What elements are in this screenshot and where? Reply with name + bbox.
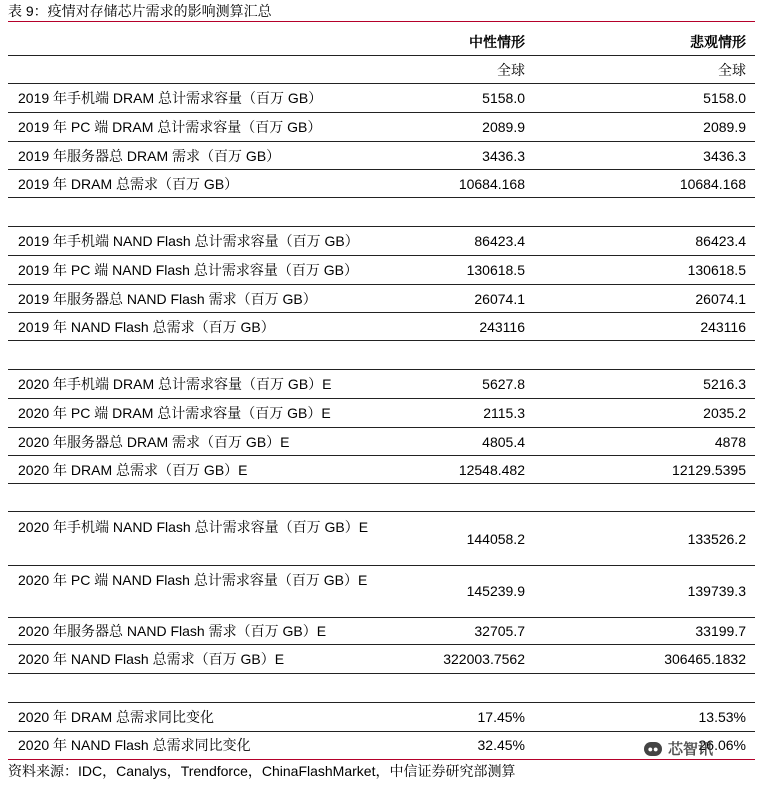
row-divider [8,427,755,428]
row-label: 2020 年 PC 端 DRAM 总计需求容量（百万 GB）E [18,405,331,421]
row-divider [8,141,755,142]
row-value-neutral: 5158.0 [482,90,525,106]
row-value-pessimistic: 243116 [700,319,746,335]
table-row [8,647,755,673]
row-value-neutral: 26074.1 [474,291,525,307]
table-row [8,513,755,565]
row-divider [8,398,755,399]
table-row [8,144,755,170]
row-value-neutral: 322003.7562 [443,651,525,667]
row-value-pessimistic: 306465.1832 [664,651,746,667]
row-label: 2019 年服务器总 DRAM 需求（百万 GB） [18,148,281,164]
row-divider [8,644,755,645]
row-value-neutral: 3436.3 [482,148,525,164]
table-row [8,115,755,141]
table-row [8,372,755,398]
row-value-pessimistic: 12129.5395 [672,462,746,478]
row-value-pessimistic: 5158.0 [703,90,746,106]
row-value-pessimistic: 4878 [714,434,746,450]
row-divider [8,673,755,674]
row-value-pessimistic: 3436.3 [703,148,746,164]
watermark-text: 芯智讯 [668,741,714,758]
source-note: 资料来源：IDC，Canalys，Trendforce，ChinaFlashMarket，中信证券研究部测算 [8,763,516,779]
table-row [8,401,755,427]
table-row [8,458,755,484]
row-divider [8,340,755,341]
row-value-pessimistic: 2089.9 [703,119,746,135]
row-divider [8,731,755,732]
row-value-neutral: 17.45% [477,709,525,725]
row-divider [8,197,755,198]
row-value-pessimistic: 33199.7 [695,623,746,639]
row-value-neutral: 130618.5 [466,262,525,278]
row-divider [8,284,755,285]
row-divider [8,112,755,113]
header-divider [8,55,755,56]
row-value-neutral: 2089.9 [482,119,525,135]
subheader-global-neutral: 全球 [497,62,525,78]
row-value-neutral: 32.45% [477,737,525,753]
row-divider [8,617,755,618]
row-label: 2020 年服务器总 DRAM 需求（百万 GB）E [18,434,290,450]
row-label: 2019 年手机端 NAND Flash 总计需求容量（百万 GB） [18,233,359,249]
row-label: 2020 年 DRAM 总需求（百万 GB）E [18,462,248,478]
row-value-pessimistic: 10684.168 [679,176,746,192]
row-label: 2020 年 NAND Flash 总需求同比变化 [18,737,251,753]
table-row [8,705,755,731]
row-label: 2019 年服务器总 NAND Flash 需求（百万 GB） [18,291,317,307]
table-title: 表 9：疫情对存储芯片需求的影响测算汇总 [8,3,272,19]
row-value-pessimistic: 26074.1 [695,291,746,307]
row-label: 2019 年手机端 DRAM 总计需求容量（百万 GB） [18,90,323,106]
row-label: 2020 年手机端 NAND Flash 总计需求容量（百万 GB）E [18,519,369,535]
group-divider [8,511,755,512]
table-row [8,229,755,255]
table-top-rule [8,83,755,84]
table-row [8,172,755,198]
row-label: 2019 年 NAND Flash 总需求（百万 GB） [18,319,275,335]
row-value-pessimistic: 2035.2 [703,405,746,421]
row-value-pessimistic: 130618.5 [687,262,746,278]
row-value-neutral: 5627.8 [482,376,525,392]
row-label: 2019 年 PC 端 NAND Flash 总计需求容量（百万 GB） [18,262,358,278]
title-divider [8,21,755,22]
row-value-neutral: 32705.7 [474,623,525,639]
row-value-pessimistic: 13.53% [698,709,746,725]
row-value-pessimistic: 5216.3 [703,376,746,392]
row-value-pessimistic: 133526.2 [687,531,746,547]
wechat-icon: ●● [644,742,662,756]
row-value-neutral: 10684.168 [458,176,525,192]
watermark [644,740,748,764]
row-label: 2020 年服务器总 NAND Flash 需求（百万 GB）E [18,623,327,639]
row-label: 2020 年手机端 DRAM 总计需求容量（百万 GB）E [18,376,332,392]
group-divider [8,369,755,370]
group-divider [8,226,755,227]
row-value-neutral: 243116 [479,319,525,335]
row-value-neutral: 4805.4 [482,434,525,450]
row-label: 2020 年 DRAM 总需求同比变化 [18,709,215,725]
table-row [8,619,755,645]
row-value-pessimistic: 139739.3 [687,583,746,599]
row-divider [8,455,755,456]
row-value-neutral: 12548.482 [458,462,525,478]
table-row [8,86,755,112]
row-value-neutral: 2115.3 [483,405,525,421]
table-row [8,258,755,284]
header-pessimistic-scenario: 悲观情形 [690,34,746,50]
row-value-neutral: 144058.2 [466,531,525,547]
row-divider [8,312,755,313]
table-row [8,287,755,313]
row-divider [8,169,755,170]
table-row [8,566,755,618]
row-label: 2019 年 PC 端 DRAM 总计需求容量（百万 GB） [18,119,322,135]
row-label: 2020 年 NAND Flash 总需求（百万 GB）E [18,651,285,667]
table-bottom-rule [8,759,755,760]
row-value-neutral: 86423.4 [474,233,525,249]
header-neutral-scenario: 中性情形 [469,34,525,50]
row-value-pessimistic: 86423.4 [695,233,746,249]
table-row [8,430,755,456]
table-row [8,315,755,341]
row-value-neutral: 145239.9 [466,583,525,599]
row-divider [8,483,755,484]
table-row [8,733,755,759]
row-label: 2020 年 PC 端 NAND Flash 总计需求容量（百万 GB）E [18,572,368,588]
subheader-global-pessimistic: 全球 [718,62,746,78]
row-value-pessimistic: 26.06% [698,737,746,753]
group-divider [8,702,755,703]
row-label: 2019 年 DRAM 总需求（百万 GB） [18,176,239,192]
row-divider [8,255,755,256]
